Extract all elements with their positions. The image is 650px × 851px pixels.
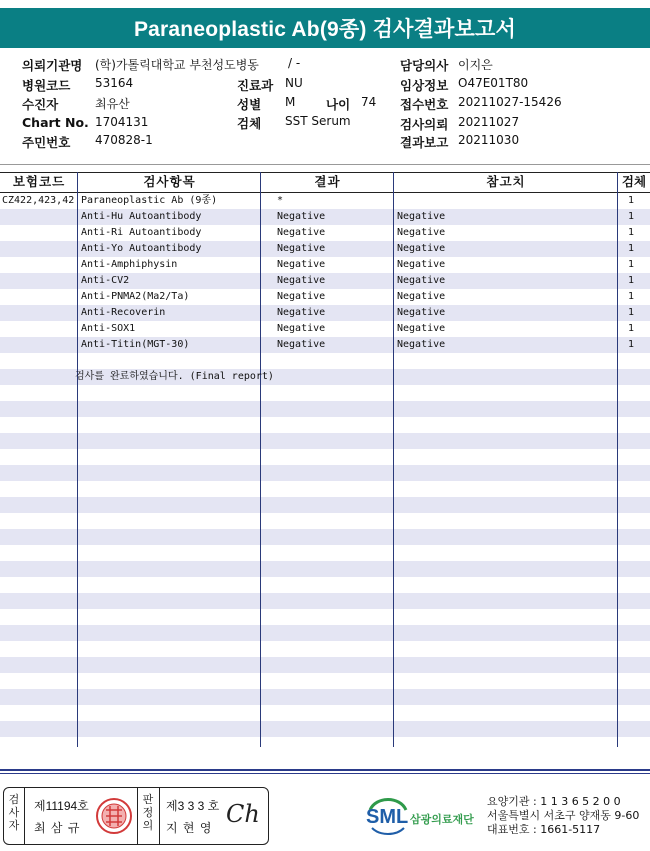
report-date-value: 20211030 [458, 133, 520, 147]
cell-result: Negative [277, 211, 326, 222]
cell-reference: Negative [397, 227, 446, 238]
dept-value: NU [285, 76, 303, 90]
row-stripe [0, 689, 650, 705]
cell-reference: Negative [397, 275, 446, 286]
receipt-label: 접수번호 [400, 97, 449, 112]
id-label: 주민번호 [22, 135, 71, 150]
cell-test-item: Anti-Ri Autoantibody [81, 227, 202, 238]
final-note-row [0, 369, 650, 385]
id-value: 470828-1 [95, 133, 153, 147]
cell-specimen: 1 [628, 195, 635, 206]
header-specimen: 검체 [621, 174, 647, 189]
signature: Ch [226, 800, 260, 828]
row-stripe [0, 657, 650, 673]
cell-reference: Negative [397, 243, 446, 254]
table-row [0, 241, 650, 257]
cell-result: Negative [277, 323, 326, 334]
care-institution-number: 요양기관 : 1 1 3 6 5 2 0 0 [487, 795, 621, 808]
patient-value: 최유산 [95, 97, 130, 111]
header-test-item: 검사항목 [143, 174, 196, 189]
institution-slash: / - [288, 56, 301, 70]
age-value: 74 [361, 95, 377, 109]
clinical-info-label: 임상정보 [400, 78, 449, 93]
cell-test-item: Anti-Amphiphysin [81, 259, 178, 270]
cell-specimen: 1 [628, 339, 635, 350]
receipt-value: 20211027-15426 [458, 95, 562, 109]
institution-label: 의뢰기관명 [22, 58, 83, 73]
cell-test-item: Anti-CV2 [81, 275, 130, 286]
cell-test-item: Anti-SOX1 [81, 323, 136, 334]
signature-box [3, 787, 269, 845]
hospital-code-label: 병원코드 [22, 78, 71, 93]
patient-label: 수진자 [22, 97, 59, 112]
header-result: 결과 [314, 174, 341, 189]
inspector-license: 제11194호 [34, 799, 89, 813]
chart-label: Chart No. [22, 115, 89, 130]
table-row [0, 321, 650, 337]
row-stripe [0, 625, 650, 641]
cell-specimen: 1 [628, 227, 635, 238]
row-stripe [0, 721, 650, 737]
header-insurance-code: 보험코드 [12, 174, 66, 189]
chart-value: 1704131 [95, 115, 149, 129]
report-title: Paraneoplastic Ab(9종) 검사결과보고서 [0, 8, 650, 48]
table-row [0, 193, 650, 209]
cell-test-item: Paraneoplastic Ab (9종) [81, 195, 218, 206]
cell-specimen: 1 [628, 243, 635, 254]
row-stripe [0, 529, 650, 545]
cell-result: Negative [277, 339, 326, 350]
report-date-label: 결과보고 [400, 135, 449, 150]
patient-info-section [0, 52, 650, 156]
doctor-label: 담당의사 [400, 58, 449, 73]
cell-result: Negative [277, 243, 326, 254]
cell-specimen: 1 [628, 259, 635, 270]
specimen-label: 검체 [237, 116, 262, 131]
cell-insurance-code: CZ422,423,42 [2, 195, 75, 206]
cell-reference: Negative [397, 259, 446, 270]
table-row [0, 273, 650, 289]
stamp-divider [24, 788, 25, 844]
inspector-label: 검사자 [8, 794, 20, 832]
hospital-code-value: 53164 [95, 76, 134, 90]
cell-test-item: Anti-Yo Autoantibody [81, 243, 202, 254]
cell-specimen: 1 [628, 211, 635, 222]
red-seal-icon [94, 796, 134, 836]
cell-specimen: 1 [628, 323, 635, 334]
table-row [0, 209, 650, 225]
table-row [0, 305, 650, 321]
footer-line [0, 773, 650, 774]
cell-result: * [277, 195, 284, 206]
table-row [0, 337, 650, 353]
cell-reference: Negative [397, 323, 446, 334]
row-stripe [0, 465, 650, 481]
confirmer-label: 판정의 [142, 794, 154, 832]
info-divider [0, 164, 650, 165]
foundation-name: 삼광의료재단 [410, 814, 474, 826]
footer-line [0, 769, 650, 771]
table-header [0, 172, 650, 192]
stamp-divider [137, 788, 138, 844]
cell-result: Negative [277, 307, 326, 318]
cell-reference: Negative [397, 291, 446, 302]
table-body [0, 193, 650, 747]
age-label: 나이 [326, 97, 351, 112]
doctor-value: 이지은 [458, 58, 493, 72]
table-row [0, 289, 650, 305]
logo-text: SML [366, 806, 409, 828]
stamp-divider [159, 788, 160, 844]
sml-logo [366, 796, 484, 836]
cell-specimen: 1 [628, 291, 635, 302]
row-stripe [0, 561, 650, 577]
row-stripe [0, 433, 650, 449]
dept-label: 진료과 [237, 78, 274, 93]
row-stripe [0, 497, 650, 513]
address: 서울특별시 서초구 양재동 9-60 [487, 809, 640, 822]
row-stripe [0, 401, 650, 417]
sex-value: M [285, 95, 296, 109]
clinical-info-value: O47E01T80 [458, 76, 529, 90]
table-row [0, 257, 650, 273]
cell-result: Negative [277, 227, 326, 238]
cell-specimen: 1 [628, 307, 635, 318]
final-note: 검사를 완료하였습니다. (Final report) [75, 371, 274, 382]
cell-reference: Negative [397, 307, 446, 318]
specimen-value: SST Serum [285, 114, 351, 128]
table-row [0, 225, 650, 241]
request-label: 검사의뢰 [400, 117, 449, 132]
cell-test-item: Anti-Recoverin [81, 307, 166, 318]
confirmer-name: 지 현 영 [166, 821, 213, 835]
row-stripe [0, 593, 650, 609]
confirmer-license: 제3 3 3 호 [166, 799, 220, 813]
header-reference: 참고치 [486, 174, 526, 189]
cell-test-item: Anti-Hu Autoantibody [81, 211, 202, 222]
institution-value: (학)가톨릭대학교 부천성도병동 [95, 58, 259, 72]
inspector-name: 최 삼 규 [34, 821, 81, 835]
cell-result: Negative [277, 275, 326, 286]
sex-label: 성별 [237, 97, 262, 112]
request-value: 20211027 [458, 115, 520, 129]
cell-reference: Negative [397, 211, 446, 222]
cell-result: Negative [277, 291, 326, 302]
cell-specimen: 1 [628, 275, 635, 286]
cell-reference: Negative [397, 339, 446, 350]
phone-number: 대표번호 : 1661-5117 [487, 823, 601, 836]
institution-contact [487, 795, 639, 837]
cell-test-item: Anti-PNMA2(Ma2/Ta) [81, 291, 190, 302]
cell-result: Negative [277, 259, 326, 270]
cell-test-item: Anti-Titin(MGT-30) [81, 339, 190, 350]
